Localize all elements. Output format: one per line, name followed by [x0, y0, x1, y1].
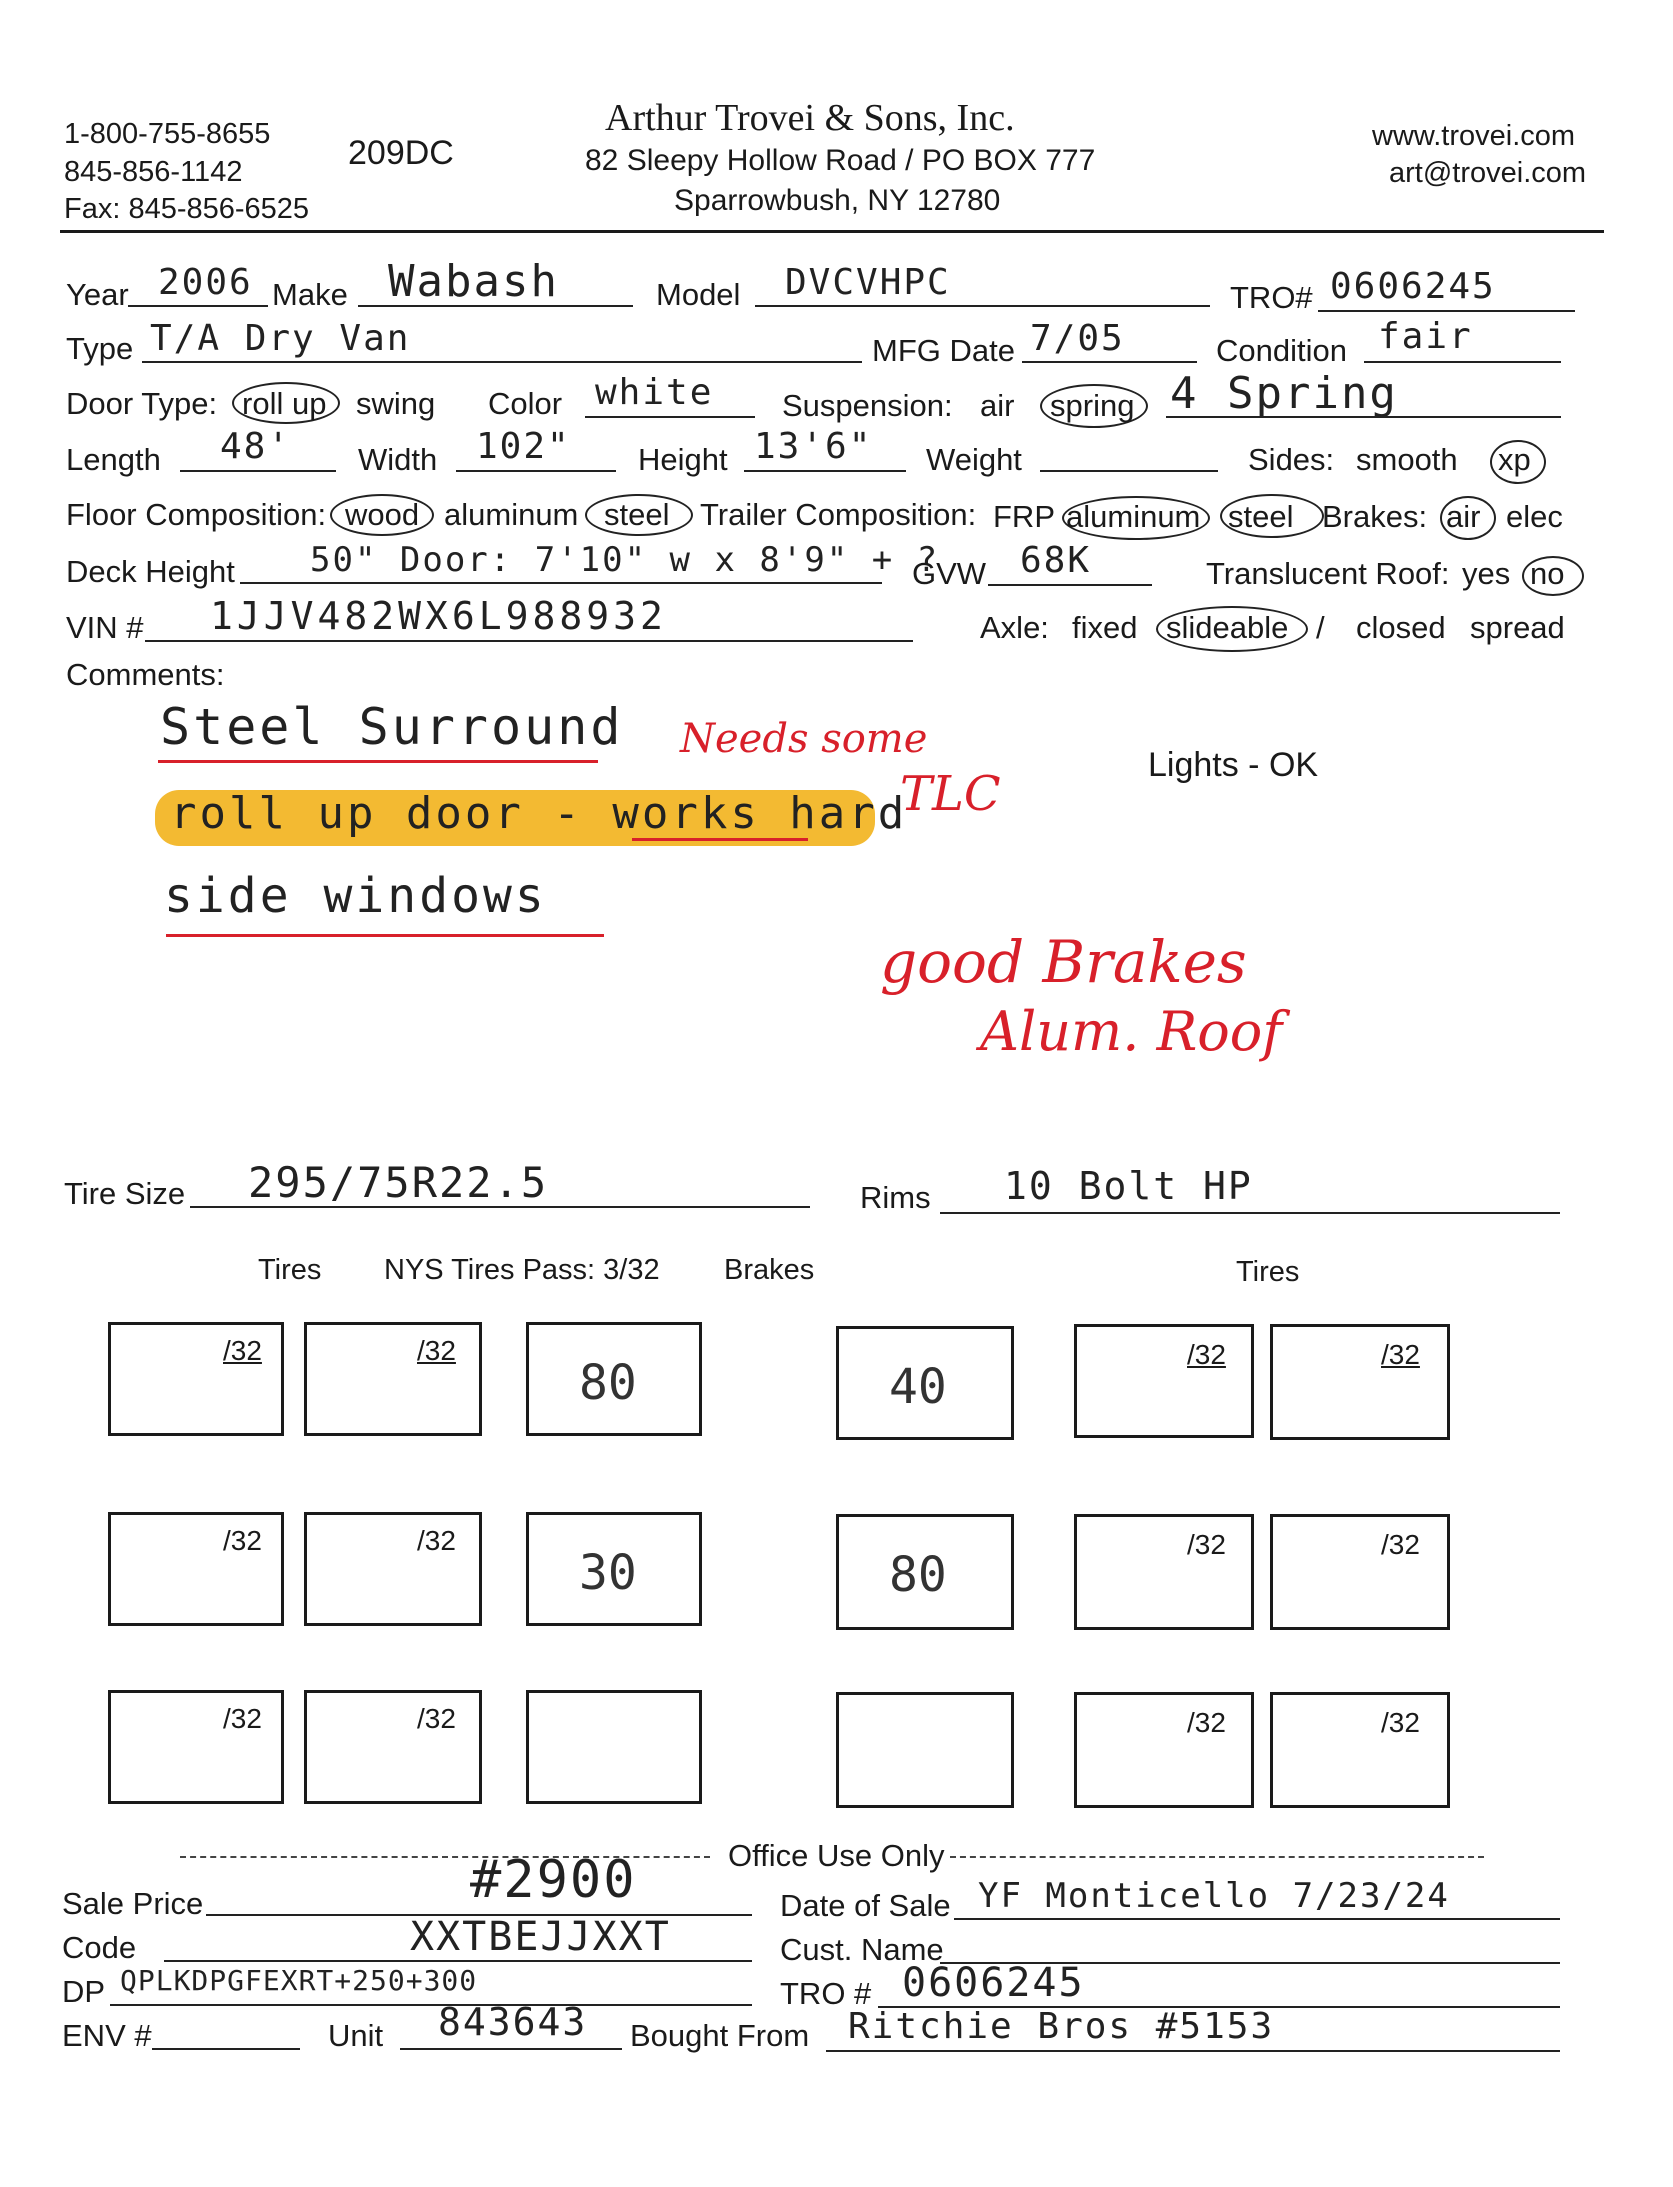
tire-box[interactable]: [108, 1512, 284, 1626]
label-height: Height: [638, 442, 728, 477]
value-width[interactable]: 102": [476, 426, 571, 467]
vin-line: [145, 640, 913, 642]
comment-line-2: roll up door - works hard: [170, 788, 908, 839]
office-divider-right: [950, 1856, 1484, 1858]
label-date-of-sale: Date of Sale: [780, 1888, 951, 1923]
label-tro-2: TRO #: [780, 1976, 872, 2011]
code-line: [164, 1960, 752, 1962]
option-brakes-air[interactable]: air: [1446, 499, 1481, 534]
label-mfg-date: MFG Date: [872, 333, 1015, 368]
brake-value: 80: [579, 1355, 637, 1411]
brake-box[interactable]: [526, 1512, 702, 1626]
phone-2: 845-856-1142: [64, 156, 243, 188]
header-nys-tires: NYS Tires Pass: 3/32: [384, 1254, 660, 1286]
label-rims: Rims: [860, 1180, 931, 1215]
option-smooth[interactable]: smooth: [1356, 442, 1458, 477]
company-name: Arthur Trovei & Sons, Inc.: [605, 97, 1015, 139]
value-tro[interactable]: 0606245: [1330, 266, 1496, 307]
option-axle-slideable[interactable]: slideable: [1166, 610, 1289, 645]
option-frp[interactable]: FRP: [993, 499, 1055, 534]
tire-box[interactable]: [1074, 1324, 1254, 1438]
value-dp[interactable]: QPLKDPGFEXRT+250+300: [120, 1964, 478, 1997]
width-line: [456, 470, 616, 472]
label-vin: VIN #: [66, 610, 144, 645]
height-line: [744, 470, 906, 472]
comment-2-underline: [632, 838, 808, 841]
date-of-sale-line: [954, 1918, 1560, 1920]
tread-label: /32: [417, 1525, 456, 1556]
email: art@trovei.com: [1389, 157, 1587, 189]
option-swing[interactable]: swing: [356, 386, 436, 421]
label-type: Type: [66, 331, 134, 366]
option-trailer-steel[interactable]: steel: [1228, 499, 1294, 534]
bought-from-line: [826, 2050, 1560, 2052]
label-length: Length: [66, 442, 161, 477]
unit-line: [400, 2048, 622, 2050]
label-trailer-composition: Trailer Composition:: [700, 497, 977, 532]
brake-box[interactable]: [526, 1322, 702, 1436]
label-year: Year: [66, 277, 129, 312]
option-trailer-aluminum[interactable]: aluminum: [1066, 499, 1201, 534]
brake-value: 40: [889, 1359, 947, 1415]
comment-3-underline: [166, 934, 604, 937]
label-gvw: GVW: [912, 556, 987, 591]
label-tro: TRO#: [1230, 280, 1313, 315]
brake-box[interactable]: [526, 1690, 702, 1804]
label-model: Model: [656, 277, 741, 312]
header-divider: [60, 230, 1604, 233]
model-line: [755, 305, 1210, 307]
brake-value: 30: [579, 1545, 637, 1601]
label-translucent-roof: Translucent Roof:: [1206, 556, 1450, 591]
tread-label: /32: [1187, 1529, 1226, 1560]
option-roof-no[interactable]: no: [1530, 556, 1565, 591]
value-vin[interactable]: 1JJV482WX6L988932: [210, 594, 667, 638]
label-axle: Axle:: [980, 610, 1049, 645]
option-spring[interactable]: spring: [1050, 388, 1135, 423]
header-tires-left: Tires: [258, 1254, 322, 1286]
mfg-date-line: [1022, 361, 1197, 363]
option-wood[interactable]: wood: [345, 497, 420, 532]
phone-1: 1-800-755-8655: [64, 118, 271, 150]
label-condition: Condition: [1216, 333, 1347, 368]
option-brakes-elec[interactable]: elec: [1506, 499, 1563, 534]
env-line: [152, 2048, 300, 2050]
year-line: [128, 305, 268, 307]
tire-box[interactable]: [304, 1322, 482, 1436]
value-suspension-note[interactable]: 4 Spring: [1170, 368, 1398, 419]
label-suspension: Suspension:: [782, 388, 953, 423]
tro-line: [1318, 310, 1575, 312]
gvw-line: [988, 584, 1152, 586]
value-height[interactable]: 13'6": [754, 426, 873, 467]
label-comments: Comments:: [66, 657, 225, 692]
tread-label: /32: [223, 1703, 262, 1734]
red-note-tlc: TLC: [900, 766, 1001, 822]
comment-line-1: Steel Surround: [160, 698, 624, 756]
label-floor-composition: Floor Composition:: [66, 497, 327, 532]
tire-box[interactable]: [304, 1690, 482, 1804]
value-sale-price[interactable]: #2900: [470, 1850, 637, 1910]
tread-label: /32: [1381, 1707, 1420, 1738]
note-lights-ok: Lights - OK: [1148, 746, 1319, 784]
value-tro-2[interactable]: 0606245: [902, 1960, 1085, 2006]
address-line-1: 82 Sleepy Hollow Road / PO BOX 777: [585, 144, 1096, 177]
tread-label: /32: [1187, 1707, 1226, 1738]
value-tire-size[interactable]: 295/75R22.5: [248, 1158, 549, 1207]
tread-label: /32: [417, 1335, 456, 1366]
tread-label: /32: [223, 1335, 262, 1366]
label-weight: Weight: [926, 442, 1022, 477]
value-rims[interactable]: 10 Bolt HP: [1004, 1164, 1253, 1208]
header-brakes: Brakes: [724, 1254, 815, 1286]
value-unit[interactable]: 843643: [438, 2000, 588, 2044]
tire-box[interactable]: [304, 1512, 482, 1626]
label-sides: Sides:: [1248, 442, 1335, 477]
brake-box[interactable]: [836, 1326, 1014, 1440]
label-cust-name: Cust. Name: [780, 1932, 944, 1967]
label-tire-size: Tire Size: [64, 1176, 186, 1211]
tread-label: /32: [1381, 1339, 1420, 1370]
condition-line: [1364, 361, 1561, 363]
option-air-suspension[interactable]: air: [980, 388, 1015, 423]
axle-separator: /: [1316, 610, 1325, 645]
website: www.trovei.com: [1372, 120, 1576, 152]
value-make[interactable]: Wabash: [388, 256, 559, 307]
fax: Fax: 845-856-6525: [64, 193, 310, 225]
red-note-needs-some: Needs some: [680, 716, 928, 762]
tread-label: /32: [1381, 1529, 1420, 1560]
tire-box[interactable]: [1074, 1692, 1254, 1808]
tire-box[interactable]: [108, 1322, 284, 1436]
dp-line: [110, 2004, 752, 2006]
value-mfg-date[interactable]: 7/05: [1030, 318, 1125, 359]
tread-label: /32: [417, 1703, 456, 1734]
label-bought-from: Bought From: [630, 2018, 810, 2053]
label-make: Make: [272, 277, 348, 312]
value-gvw[interactable]: 68K: [1020, 540, 1092, 581]
label-office-use-only: Office Use Only: [728, 1838, 945, 1873]
tire-box[interactable]: [1270, 1514, 1450, 1630]
address-line-2: Sparrowbush, NY 12780: [674, 184, 1001, 217]
weight-line: [1040, 470, 1218, 472]
value-year[interactable]: 2006: [158, 262, 253, 303]
length-line: [180, 470, 336, 472]
form-code: 209DC: [348, 134, 454, 172]
label-color: Color: [488, 386, 563, 421]
option-floor-steel[interactable]: steel: [604, 497, 670, 532]
value-length[interactable]: 48': [220, 426, 292, 467]
label-code: Code: [62, 1930, 137, 1965]
label-door-type: Door Type:: [66, 386, 218, 421]
deck-height-line: [240, 582, 882, 584]
option-roll-up[interactable]: roll up: [242, 386, 327, 421]
label-sale-price: Sale Price: [62, 1886, 204, 1921]
value-bought-from[interactable]: Ritchie Bros #5153: [848, 2006, 1275, 2047]
option-roof-yes[interactable]: yes: [1462, 556, 1511, 591]
red-note-good-brakes: good Brakes: [880, 928, 1247, 996]
tire-box[interactable]: [1074, 1514, 1254, 1630]
label-dp: DP: [62, 1974, 106, 2009]
value-type[interactable]: T/A Dry Van: [150, 318, 411, 359]
tread-label: /32: [1187, 1339, 1226, 1370]
brake-value: 80: [889, 1547, 947, 1603]
tire-box[interactable]: [108, 1690, 284, 1804]
value-color[interactable]: white: [595, 372, 714, 413]
option-axle-closed[interactable]: closed: [1356, 610, 1446, 645]
label-width: Width: [358, 442, 438, 477]
color-line: [585, 416, 755, 418]
label-brakes: Brakes:: [1322, 499, 1428, 534]
option-xp[interactable]: xp: [1498, 442, 1531, 477]
option-floor-aluminum[interactable]: aluminum: [444, 497, 579, 532]
type-line: [142, 361, 862, 363]
comment-1-underline: [158, 760, 598, 763]
brake-box[interactable]: [836, 1692, 1014, 1808]
label-env: ENV #: [62, 2018, 152, 2053]
red-note-alum-roof: Alum. Roof: [980, 1000, 1283, 1063]
header-tires-right: Tires: [1236, 1256, 1300, 1288]
tread-label: /32: [223, 1525, 262, 1556]
label-unit: Unit: [328, 2018, 384, 2053]
value-model[interactable]: DVCVHPC: [785, 262, 951, 303]
option-axle-fixed[interactable]: fixed: [1072, 610, 1138, 645]
option-axle-spread[interactable]: spread: [1470, 610, 1565, 645]
brake-box[interactable]: [836, 1514, 1014, 1630]
tire-box[interactable]: [1270, 1692, 1450, 1808]
value-date-of-sale[interactable]: YF Monticello 7/23/24: [978, 1876, 1450, 1916]
value-code[interactable]: XXTBEJJXXT: [410, 1914, 671, 1960]
comment-line-3: side windows: [164, 868, 547, 924]
label-deck-height: Deck Height: [66, 554, 235, 589]
rims-line: [940, 1212, 1560, 1214]
value-condition[interactable]: fair: [1378, 316, 1473, 357]
value-deck-height[interactable]: 50" Door: 7'10" w x 8'9" + ?: [310, 540, 940, 580]
tire-box[interactable]: [1270, 1324, 1450, 1440]
